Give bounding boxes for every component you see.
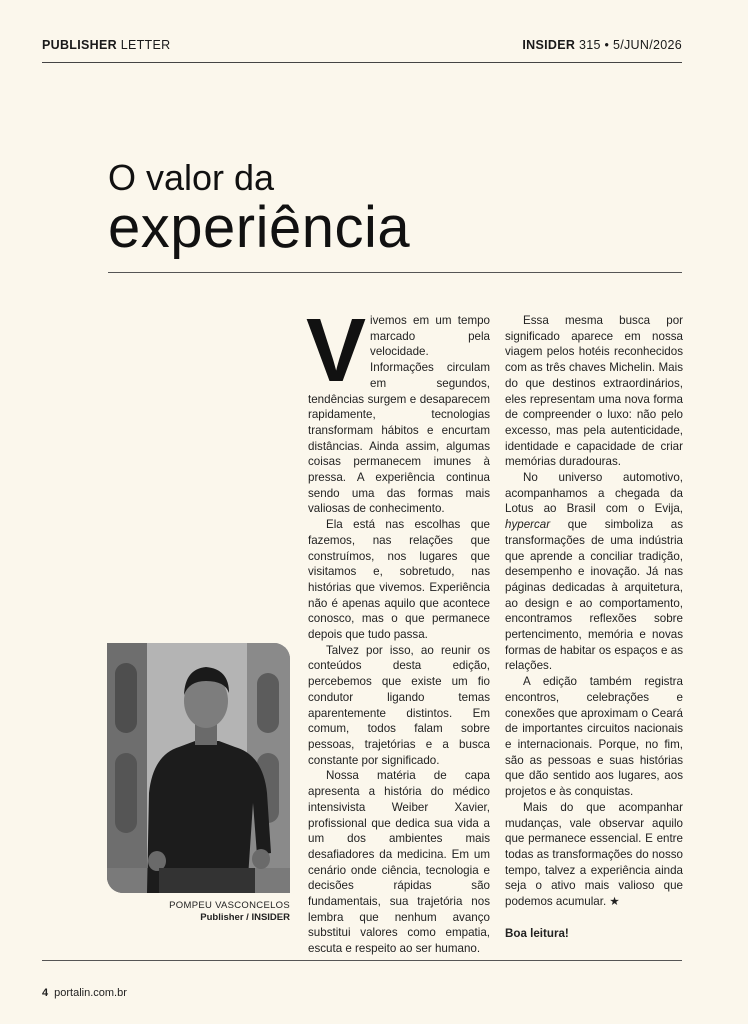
title-line-2: experiência <box>108 195 411 260</box>
article-paragraph: Talvez por isso, ao reunir os conteúdos desta edição, percebemos que existe um fio condutor ligando temas aparentemente distintos. Em comum, todos falam sobre pessoas, trajetórias e a busca constante por significado. <box>308 643 490 767</box>
drop-cap: V <box>306 301 367 401</box>
article-paragraph: Vivemos em um tempo marcado pela velocidade. Informações circulam em segundos, tendências surgem e desaparecem rapidamente, tecnologias transformam hábitos e encurtam distâncias. Ainda assim, algumas coisas permanecem imunes à pressa. A experiência continua sendo uma das formas mais valiosas de conhecimento. <box>306 301 490 516</box>
article-paragraph: Mais do que acompanhar mudanças, vale observar aquilo que permanece essencial. E entre todas as transformações do nosso tempo, talvez a experiência ainda seja o ativo mais valioso que podemos acumular. ★ <box>505 800 683 909</box>
caption-role: Publisher / INSIDER <box>200 912 290 923</box>
page-footer <box>42 987 127 999</box>
title-divider <box>108 272 682 273</box>
article-column-1 <box>306 301 490 957</box>
page-number: 4 <box>42 987 49 999</box>
article-paragraph: A edição também registra encontros, celebrações e conexões que aproximam o Ceará de importantes circuitos nacionais e internacionais. Porque, no fim, são as pessoas e suas histórias que dão sentido aos lugares, aos projetos e às conquistas. <box>505 675 683 799</box>
publisher-photo <box>107 643 290 893</box>
issue-info: INSIDER 315 • 5/JUN/2026 <box>522 38 682 52</box>
article-paragraph: Nossa matéria de capa apresenta a história do médico intensivista Weiber Xavier, profissional que dedica sua vida a um dos ambientes mais desafiadores da medicina. Em um cenário onde ciência, tecnologia e decisões rápidas são fundamentais, sua trajetória nos lembra que nenhum avanço substitui valores como empatia, escuta e respeito ao ser humano. <box>308 769 490 956</box>
article-paragraph: Ela está nas escolhas que fazemos, nas relações que construímos, nos lugares que visitamos e, sobretudo, nas histórias que vivemos. Experiência não é apenas aquilo que acontece conosco, mas o que permanece depois que tudo passa. <box>308 518 490 642</box>
signoff: Boa leitura! <box>505 926 569 940</box>
section-label: PUBLISHER LETTER <box>42 38 171 52</box>
article-paragraph: Essa mesma busca por significado aparece em nossa viagem pelos hotéis reconhecidos com as três chaves Michelin. Mais do que destinos extraordinários, eles representam uma nova forma de compreender o luxo: não pelo excesso, mas pela autenticidade, identidade e capacidade de criar memórias duradouras. <box>505 314 683 469</box>
photo-caption <box>107 900 290 924</box>
page-header <box>42 38 682 63</box>
site-link[interactable]: portalin.com.br <box>54 987 127 999</box>
title-line-1: O valor da <box>108 157 275 198</box>
footer-divider <box>42 960 682 961</box>
article-column-2 <box>505 313 683 941</box>
article-title <box>108 158 684 260</box>
caption-name: POMPEU VASCONCELOS <box>169 900 290 911</box>
article-paragraph: No universo automotivo, acompanhamos a chegada da Lotus ao Brasil com o Evija, hypercar que simboliza as transformações de uma indústria que aprende a conciliar tradição, desempenho e inovação. Já nas páginas dedicadas à arquitetura, ao design e ao comportamento, encontramos reflexões sobre pertencimento, memória e novas formas de habitar os espaços e as relações. <box>505 471 683 673</box>
